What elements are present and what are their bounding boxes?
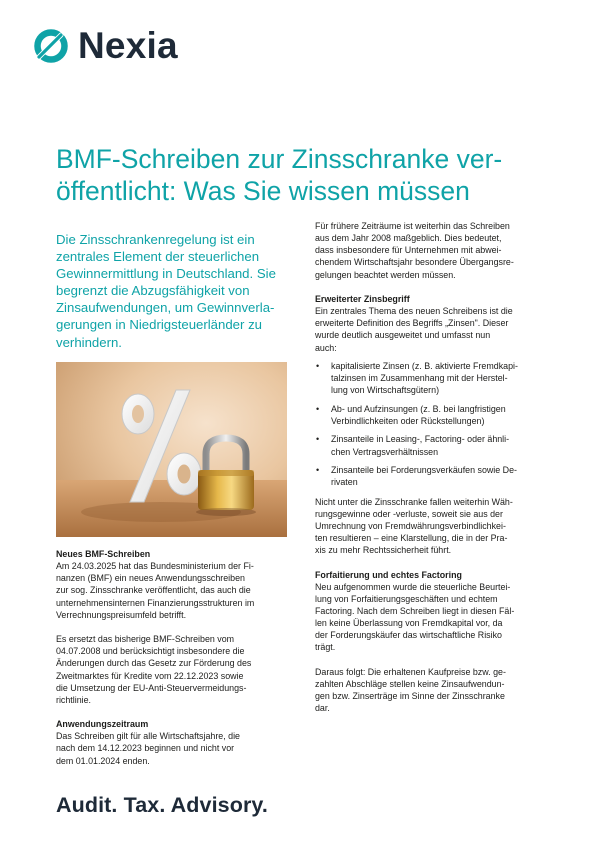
list-item <box>315 433 555 457</box>
section-heading: Erweiterter Zinsbegriff <box>315 293 410 304</box>
text-line: unternehmensinternen Finanzierungsstrukturen im <box>56 597 255 608</box>
text-line: Verbindlichkeiten oder Rückstellungen) <box>331 415 485 426</box>
text-line: Das Schreiben gilt für alle Wirtschaftsjahre, die <box>56 731 240 742</box>
text-line: Ab- und Aufzinsungen (z. B. bei langfristigen <box>331 403 506 414</box>
section-heading: Neues BMF-Schreiben <box>56 549 151 559</box>
lead-line: begrenzt die Abzugsfähigkeit von <box>56 283 250 299</box>
text-line: Nicht unter die Zinsschranke fallen weiterhin Wäh- <box>315 496 513 507</box>
list-item <box>315 464 555 488</box>
title-line: BMF-Schreiben zur Zinsschranke ver- <box>56 144 503 174</box>
bullet-icon: • <box>316 434 320 445</box>
text-line: wurde deutlich ausgeweitet und umfasst nun <box>315 330 491 341</box>
section-extended-interest-term <box>315 293 555 354</box>
text-line: Für frühere Zeiträume ist weiterhin das Schreiben <box>315 221 510 231</box>
text-line: dar. <box>315 703 330 714</box>
text-line: Zinsanteile in Leasing-, Factoring- oder ähnli- <box>331 434 510 445</box>
section-forfaiting-factoring <box>315 569 555 654</box>
text-line: Änderungen durch das Gesetz zur Förderung des <box>56 658 252 669</box>
section-new-bmf-letter <box>56 548 292 621</box>
text-line: kapitalisierte Zinsen (z. B. aktivierte Fremdkapi- <box>331 360 518 371</box>
text-line: Zinsanteile bei Forderungsverkäufen sowie De- <box>331 465 517 476</box>
text-line: Neu aufgenommen wurde die steuerliche Beurtei- <box>315 581 511 592</box>
nexia-ring-logo-icon <box>30 26 72 66</box>
text-line: der Forderungskäufer das wirtschaftliche Risiko <box>315 630 502 641</box>
page-title <box>56 143 556 207</box>
text-line: die Umsetzung der EU-Anti-Steuervermeidungs- <box>56 682 247 693</box>
paragraph <box>315 666 555 715</box>
text-line: Ein zentrales Thema des neuen Schreibens ist die <box>315 306 513 317</box>
text-line: Factoring. Nach dem Schreiben liegt in diesen Fäl- <box>315 606 515 616</box>
paragraph <box>315 220 555 281</box>
text-line: chendem Wirtschaftsjahr besondere Übergangsre- <box>315 257 514 268</box>
text-line: Zweitmarktes für Kredite vom 22.12.2023 sowie <box>56 670 244 681</box>
paragraph <box>315 496 555 557</box>
text-line: nach dem 14.12.2023 beginnen und nicht vor <box>56 743 235 754</box>
text-line: gelungen beachtet werden müssen. <box>315 269 456 280</box>
bullet-icon: • <box>316 360 320 371</box>
text-line: gen bzw. Zinserträge im Sinne der Zinsschranke <box>315 691 505 702</box>
bullet-icon: • <box>316 403 320 414</box>
percent-padlock-illustration <box>56 362 287 537</box>
section-heading: Anwendungszeitraum <box>56 719 149 730</box>
left-text-column <box>56 548 292 779</box>
footer-tagline: Audit. Tax. Advisory. <box>56 793 268 817</box>
text-line: Daraus folgt: Die erhaltenen Kaufpreise bzw. ge- <box>315 666 506 677</box>
lead-line: Gewinnermittlung in Deutschland. Sie <box>56 266 276 282</box>
lead-line: gerungen in Niedrigsteuerländer zu <box>56 317 263 333</box>
text-line: chen Vertragsverhältnissen <box>331 446 439 457</box>
text-line: ten resultieren – eine Klarstellung, die in der Pra- <box>315 533 508 544</box>
lead-line: Die Zinsschrankenregelung ist ein <box>56 232 255 247</box>
title-line: öffentlicht: Was Sie wissen müssen <box>56 176 470 206</box>
text-line: richtlinie. <box>56 694 92 705</box>
bullet-icon: • <box>316 465 320 476</box>
lead-line: Zinsaufwendungen, um Gewinnverla- <box>56 300 275 316</box>
text-line: Am 24.03.2025 hat das Bundesministerium der Fi- <box>56 561 254 572</box>
lead-line: zentrales Element der steuerlichen <box>56 249 260 265</box>
nexia-logo <box>30 26 178 66</box>
text-line: rungsgewinne oder -verluste, soweit sie aus der <box>315 508 503 519</box>
paragraph <box>56 633 292 706</box>
section-application-period <box>56 718 292 767</box>
text-line: Umrechnung von Fremdwährungsverbindlichkei- <box>315 520 506 531</box>
section-heading: Forfaitierung und echtes Factoring <box>315 569 462 580</box>
bullet-list <box>315 360 555 489</box>
text-line: nanzen (BMF) ein neues Anwendungsschreiben <box>56 573 245 584</box>
text-line: dass insbesondere für Unternehmen mit abwei- <box>315 245 502 256</box>
text-line: zur sog. Zinsschranke veröffentlicht, das auch die <box>56 585 251 596</box>
percent-padlock-image <box>56 362 287 537</box>
list-item <box>315 403 555 427</box>
text-line: talzinsen im Zusammenhang mit der Herstel- <box>331 372 508 383</box>
text-line: zahlten Abschläge stellen keine Zinsaufwendun- <box>315 678 505 689</box>
text-line: erweiterte Definition des Begriffs „Zinsen". Dieser <box>315 318 509 329</box>
lead-paragraph <box>56 231 288 351</box>
right-text-column <box>315 220 555 727</box>
text-line: trägt. <box>315 642 336 653</box>
brand-name: Nexia <box>78 25 178 66</box>
list-item <box>315 360 555 396</box>
text-line: dem 01.01.2024 enden. <box>56 755 150 766</box>
text-line: aus dem Jahr 2008 maßgeblich. Dies bedeutet, <box>315 233 502 244</box>
text-line: lung von Forfaitierungsgeschäften und echtem <box>315 593 498 604</box>
text-line: Verrechnungspreisumfeld betrifft. <box>56 609 187 620</box>
text-line: xis zu mehr Rechtssicherheit führt. <box>315 545 452 556</box>
text-line: rivaten <box>331 477 358 488</box>
lead-line: verhindern. <box>56 334 122 350</box>
text-line: Es ersetzt das bisherige BMF-Schreiben vom <box>56 634 235 645</box>
text-line: len keine Überlassung von Fremdkapital vor, da <box>315 618 503 629</box>
text-line: 04.07.2008 und berücksichtigt insbesondere die <box>56 646 245 657</box>
text-line: lung von Wirtschaftsgütern) <box>331 385 440 396</box>
text-line: auch: <box>315 342 337 353</box>
